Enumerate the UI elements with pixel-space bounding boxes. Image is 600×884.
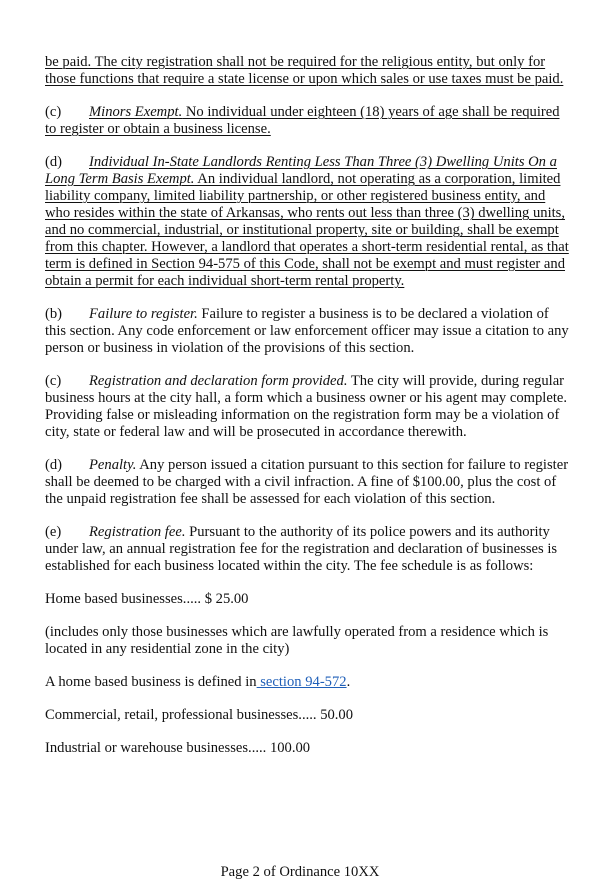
failure-to-register-paragraph (45, 306, 569, 357)
registration-fee-paragraph (45, 524, 569, 575)
landlords-body: An individual landlord, not operating as a corporation, limited liability company, limited liability partnership, or other registered business entity, and who resides within the state of Arkansas, who rents out less than three (3) dwelling units, and no commercial, industrial, or institutional property, site or building, shall be exempt from this chapter. However, a landlord that operates a short-term residential rental, as that term is defined in Section 94-575 of this Code, shall not be exempt and must register and obtain a permit for each individual short-term rental property. (45, 171, 569, 289)
minors-body: No individual under eighteen (18) years of age shall be required to register or obtain a business license. (45, 104, 560, 137)
home-definition-text: A home based business is defined in (45, 674, 257, 690)
penalty-paragraph (45, 457, 569, 508)
form-label: (c) (45, 373, 62, 389)
landlords-exempt-paragraph (45, 154, 569, 290)
commercial-fee-line: Commercial, retail, professional businesses..... 50.00 (45, 707, 354, 723)
document-body (45, 54, 569, 773)
home-definition-line (45, 674, 569, 691)
section-94-572-link[interactable]: section 94-572 (256, 674, 347, 690)
form-title: Registration and declaration form provided. (89, 373, 348, 389)
fee-body: Pursuant to the authority of its police powers and its authority under law, an annual registration fee for the registration and declaration of businesses is established for each business located within the city. The fee schedule is as follows: (45, 524, 558, 574)
industrial-fee-line: Industrial or warehouse businesses..... 100.00 (45, 740, 311, 756)
penalty-label: (d) (45, 457, 63, 473)
form-body: The city will provide, during regular business hours at the city hall, a form which a business owner or his agent may complete. Providing false or misleading information on the registration form may be a violation of city, state or federal law and will be prosecuted in accordance therewith. (45, 373, 568, 440)
minors-label: (c) (45, 104, 62, 120)
landlords-label: (d) (45, 154, 63, 170)
continued-paragraph: be paid. The city registration shall not be required for the religious entity, but only for those functions that require a state license or upon which sales or use taxes must be paid. (45, 54, 564, 87)
penalty-body: Any person issued a citation pursuant to this section for failure to register shall be deemed to be charged with a civil infraction. A fine of $100.00, plus the cost of the unpaid registration fee shall be assessed for each violation of this section. (45, 457, 569, 507)
registration-form-paragraph (45, 373, 569, 441)
penalty-title: Penalty. (89, 457, 137, 473)
fee-label: (e) (45, 524, 62, 540)
home-definition-end: . (346, 674, 351, 690)
failure-body: Failure to register a business is to be declared a violation of this section. Any code enforcement or law enforcement officer may issue a citation to any person or business in violation of the provisions of this section. (45, 306, 569, 356)
failure-title: Failure to register. (89, 306, 198, 322)
failure-label: (b) (45, 306, 63, 322)
minors-exempt-paragraph (45, 104, 569, 138)
landlords-title: Individual In-State Landlords Renting Less Than Three (3) Dwelling Units On a Long Term Basis Exempt. (45, 154, 557, 187)
fee-title: Registration fee. (89, 524, 186, 540)
page-footer: Page 2 of Ordinance 10XX (220, 864, 380, 880)
home-includes-note: (includes only those businesses which are lawfully operated from a residence which is located in any residential zone in the city) (45, 624, 549, 657)
home-fee-line: Home based businesses..... $ 25.00 (45, 591, 249, 607)
minors-title: Minors Exempt. (89, 104, 183, 120)
